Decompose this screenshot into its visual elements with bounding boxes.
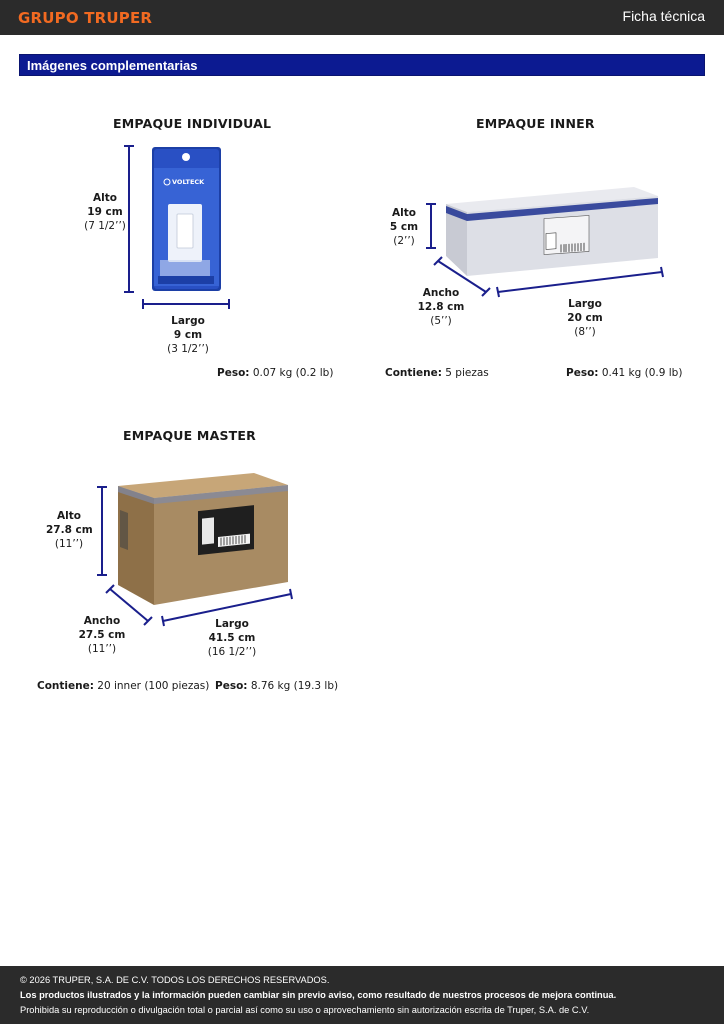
inner-title: EMPAQUE INNER [476,116,595,131]
section-title: Imágenes complementarias [27,58,198,73]
master-ancho-label: Ancho 27.5 cm (11’’) [78,615,126,655]
footer-copyright: © 2026 TRUPER, S.A. DE C.V. TODOS LOS DERECHOS RESERVADOS. [20,975,330,985]
individual-largo-label: Largo 9 cm (3 1/2’’) [167,315,209,355]
master-box-illustration [94,470,299,630]
master-weight: Peso: 8.76 kg (19.3 lb) [215,680,339,692]
inner-largo-label: Largo 20 cm (8’’) [567,298,603,338]
alto-dimension-line [97,487,107,575]
individual-title: EMPAQUE INDIVIDUAL [113,116,272,131]
footer-notice: Los productos ilustrados y la información pueden cambiar sin previo aviso, como resultado de nuestros procesos de mejora continua. [20,990,617,1000]
footer-bar [0,966,724,1024]
master-alto-label: Alto 27.8 cm (11’’) [46,510,93,550]
individual-alto-label: Alto 19 cm (7 1/2’’) [84,192,126,232]
inner-contents: Contiene: 5 piezas [385,367,489,379]
inner-weight: Peso: 0.41 kg (0.9 lb) [566,367,683,379]
individual-package-illustration [120,140,250,310]
document-type: Ficha técnica [622,8,705,24]
master-contents: Contiene: 20 inner (100 piezas) [37,680,210,692]
brand-logo: GRUPO TRUPER [18,9,153,27]
inner-ancho-label: Ancho 12.8 cm (5’’) [417,287,465,327]
footer-prohibition: Prohibida su reproducción o divulgación total o parcial así como su uso o aprovechamiento sin autorización escrita de Truper, S.A. de C.V. [20,1005,590,1015]
section-heading-bar [19,54,705,76]
largo-dimension-line [143,299,229,309]
inner-alto-label: Alto 5 cm (2’’) [389,207,419,247]
pack-brand-text: VOLTECK [172,178,205,186]
header-bar [0,0,724,35]
individual-weight: Peso: 0.07 kg (0.2 lb) [217,367,334,379]
largo-dimension-line [497,267,663,297]
master-title: EMPAQUE MASTER [123,428,256,443]
inner-box-illustration [424,184,669,299]
master-largo-label: Largo 41.5 cm (16 1/2’’) [207,618,257,658]
alto-dimension-line [426,204,436,248]
